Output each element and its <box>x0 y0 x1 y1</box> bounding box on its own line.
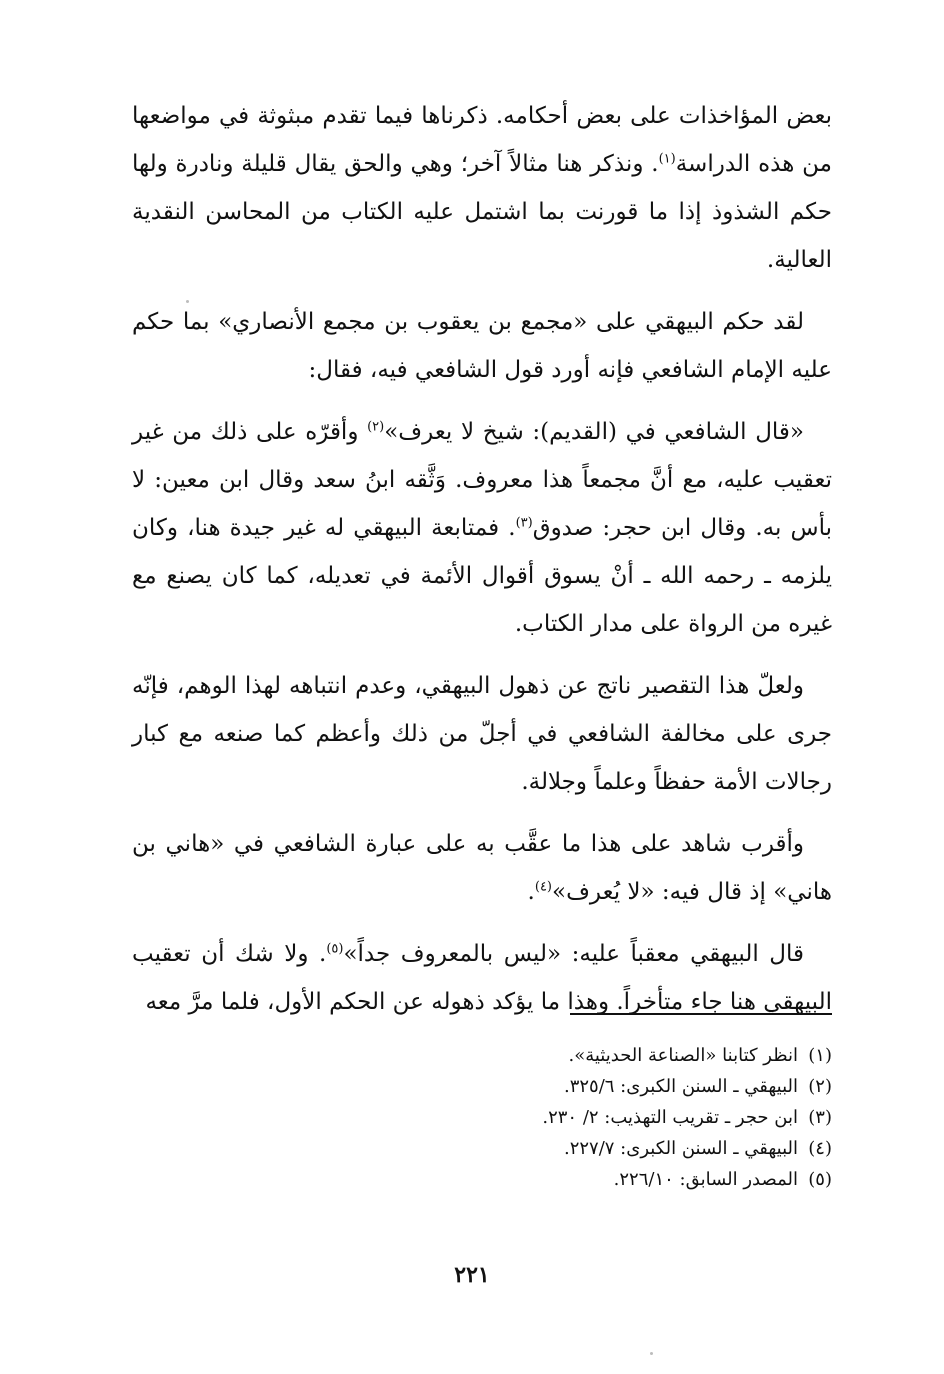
footnote-marker: (١) <box>658 151 676 167</box>
paragraph-text: «قال الشافعي في (القديم): شيخ لا يعرف» <box>384 419 804 445</box>
footnote-number: (٣) <box>808 1107 832 1128</box>
footnote-number: (٥) <box>808 1169 832 1190</box>
footnote-item <box>132 1164 832 1195</box>
footnote-text: البيهقي ـ السنن الكبرى: ٣٢٥/٦. <box>563 1076 798 1097</box>
footnote-number: (٢) <box>808 1076 832 1097</box>
footnote-marker: (٤) <box>534 879 552 895</box>
paragraph-text: بعض المؤاخذات على بعض أحكامه. ذكرناها فيما تقدم مبثوثة في مواضعها من هذه الدراسة <box>132 103 832 177</box>
footnote-item <box>132 1040 832 1071</box>
paragraph-text: ولعلّ هذا التقصير ناتج عن ذهول البيهقي، وعدم انتباهه لهذا الوهم، فإنّه جرى على مخالفة الشافعي في أجلّ من ذلك وأعظم كما صنعه مع كبار رجالات الأمة حفظاً وعلماً وجلالة. <box>132 673 832 795</box>
footnote-text: انظر كتابنا «الصناعة الحديثية». <box>568 1045 798 1066</box>
paragraph <box>132 408 832 648</box>
paragraph <box>132 820 832 916</box>
scan-speck <box>186 300 189 303</box>
footnote-separator <box>570 1013 832 1015</box>
footnote-text: ابن حجر ـ تقريب التهذيب: ٢/ ٢٣٠. <box>542 1107 798 1128</box>
footnote-item <box>132 1102 832 1133</box>
paragraph-text: . فمتابعة البيهقي له غير جيدة هنا، وكان يلزمه ـ رحمه الله ـ أنْ يسوق أقوال الأئمة في تعديله، كما كان يصنع مع غيره من الرواة على مدار الكتاب. <box>132 515 832 637</box>
footnote-marker: (٥) <box>326 941 344 957</box>
paragraph-text: قال البيهقي معقباً عليه: «ليس بالمعروف جداً» <box>343 941 805 967</box>
paragraph-text: . ولا شك أن تعقيب البيهقي هنا جاء متأخراً. وهذا ما يؤكد ذهوله عن الحكم الأول، فلما مرَّ معه <box>132 941 832 1015</box>
main-text <box>132 92 832 1026</box>
paragraph-text: . ونذكر هنا مثالاً آخر؛ وهي والحق يقال قليلة ونادرة ولها حكم الشذوذ إذا ما قورنت بما اشتمل عليه الكتاب من المحاسن النقدية العالية. <box>132 151 832 273</box>
paragraph <box>132 662 832 806</box>
scan-speck <box>650 1352 653 1355</box>
paragraph-text: . <box>527 879 535 905</box>
paragraph <box>132 298 832 394</box>
footnote-number: (٤) <box>808 1138 832 1159</box>
paragraph <box>132 92 832 284</box>
paragraph-text: لقد حكم البيهقي على «مجمع بن يعقوب بن مجمع الأنصاري» بما حكم عليه الإمام الشافعي فإنه أورد قول الشافعي فيه، فقال: <box>132 309 832 383</box>
footnote-marker: (٣) <box>515 515 533 531</box>
footnote-text: البيهقي ـ السنن الكبرى: ٢٢٧/٧. <box>563 1138 798 1159</box>
page-number: ٢٢١ <box>454 1262 490 1288</box>
paragraph <box>132 930 832 1026</box>
paragraph-text: وأقرب شاهد على هذا ما عقَّب به على عبارة الشافعي في «هاني بن هاني» إذ قال فيه: «لا يُعرف» <box>132 831 832 905</box>
footnote-item <box>132 1071 832 1102</box>
footnote-marker: (٢) <box>367 419 385 435</box>
paragraph-text: وأقرّه على ذلك من غير تعقيب عليه، مع أنَّ مجمعاً هذا معروف. وَثَّقه ابنُ سعد وقال ابن معين: لا بأس به. وقال ابن حجر: صدوق <box>132 419 833 541</box>
footnote-text: المصدر السابق: ٢٢٦/١٠. <box>613 1169 798 1190</box>
footnote-item <box>132 1133 832 1164</box>
footnotes <box>132 1040 832 1195</box>
footnote-number: (١) <box>808 1045 832 1066</box>
